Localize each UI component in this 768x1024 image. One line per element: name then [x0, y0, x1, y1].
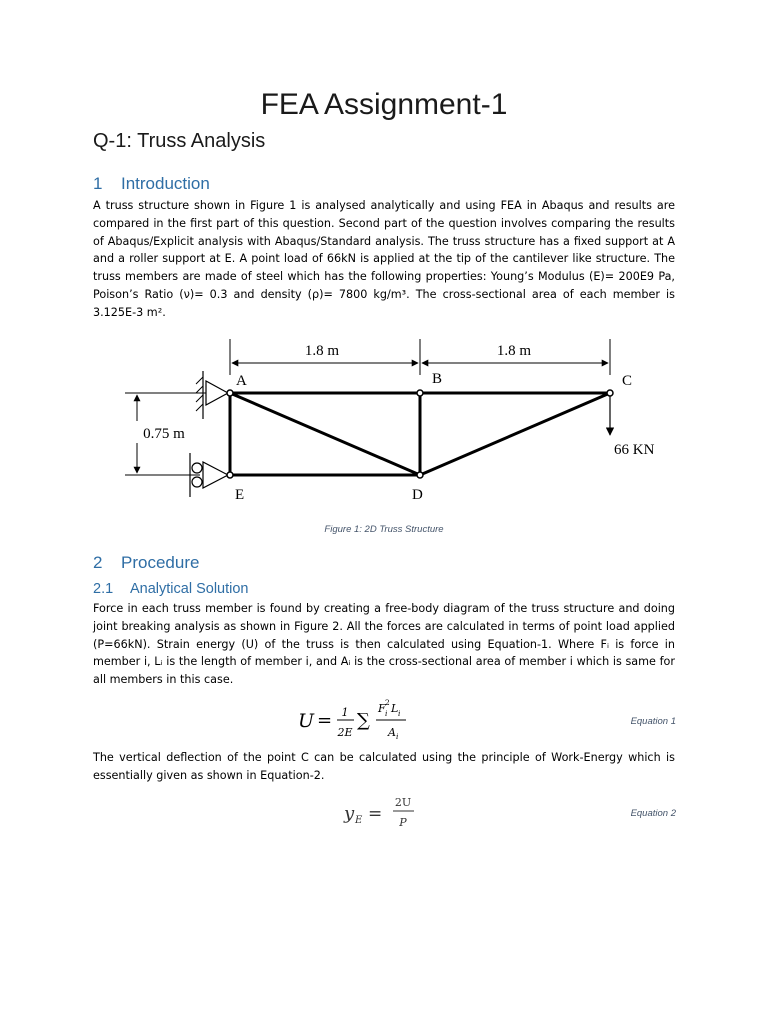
- equation-1-label: Equation 1: [630, 716, 676, 727]
- equation-1: [296, 694, 426, 744]
- analytical-paragraph-1: Force in each truss member is found by creating a free-body diagram of the truss structure and doing joint breaking analysis as shown in Figure 2. All the forces are calculated in terms of point load applied (P=66kN). Strain energy (U) of the truss is then calculated using Equation-1. Where Fᵢ is force in member i, Lᵢ is the length of member i, and Aᵢ is the cross-sectional area of member i which is same for all members in this case.: [93, 602, 675, 687]
- question-title: Q-1: Truss Analysis: [93, 130, 266, 152]
- heading-text: Analytical Solution: [130, 581, 249, 597]
- dimension-label-ab: 1.8 m: [304, 343, 340, 359]
- eq1-sum: ∑: [357, 710, 370, 731]
- node-label-e: E: [235, 487, 245, 503]
- eq1-coef-num: 1: [341, 706, 349, 719]
- eq1-num-f: F: [378, 702, 386, 715]
- truss-members: [230, 393, 610, 475]
- eq2-num: 2U: [394, 796, 412, 809]
- member-ad: [230, 393, 420, 475]
- eq2-lhs: y: [344, 803, 355, 824]
- document-title: FEA Assignment-1: [260, 88, 508, 121]
- figure-caption: Figure 1: 2D Truss Structure: [324, 524, 444, 535]
- eq2-den: P: [399, 816, 407, 829]
- dimension-label-bc: 1.8 m: [496, 343, 532, 359]
- heading-number: 2.1: [93, 581, 114, 597]
- joint-d: [417, 472, 423, 478]
- heading-analytical-solution: [93, 581, 249, 597]
- eq1-den-a: A: [388, 726, 396, 739]
- eq1-lhs: U: [298, 710, 315, 732]
- heading-number: 1: [93, 174, 103, 193]
- eq1-coef-den: 2E: [337, 726, 353, 739]
- truss-figure: [120, 335, 680, 510]
- eq1-num-sup: 2: [385, 698, 390, 707]
- eq1-num-l: L: [391, 702, 399, 715]
- joint-b: [417, 390, 423, 396]
- eq1-num-sub2: i: [398, 709, 401, 718]
- eq2-equals: =: [368, 804, 383, 824]
- load-label: 66 KN: [614, 442, 655, 458]
- eq2-lhs-sub: E: [355, 815, 363, 826]
- equation-2: [342, 792, 422, 834]
- equation-2-label: Equation 2: [630, 808, 676, 819]
- analytical-paragraph-2: The vertical deflection of the point C can be calculated using the principle of Work-Energy which is essentially given as shown in Equation-2.: [93, 751, 675, 782]
- joint-c: [607, 390, 613, 396]
- heading-introduction: [93, 174, 210, 194]
- heading-text: Procedure: [121, 553, 200, 572]
- node-label-d: D: [412, 487, 423, 503]
- node-label-c: C: [622, 373, 633, 389]
- joint-e: [227, 472, 233, 478]
- dimension-label-height: 0.75 m: [143, 426, 185, 442]
- eq1-num-sub: i: [385, 709, 388, 718]
- heading-text: Introduction: [121, 174, 210, 193]
- eq1-den-sub: i: [396, 732, 399, 741]
- introduction-paragraph: A truss structure shown in Figure 1 is analysed analytically and using FEA in Abaqus and results are compared in the first part of this question. Second part of the question involves comparing the results of Abaqus/Explicit analysis with Abaqus/Standard analysis. The truss structure has a fixed support at A and a roller support at E. A point load of 66kN is applied at the tip of the cantilever like structure. The truss members are made of steel which has the following properties: Young’s Modulus (E)= 200E9 Pa, Poison’s Ratio (ν)= 0.3 and density (ρ)= 7800 kg/m³. The cross-sectional area of each member is 3.125E-3 m².: [93, 199, 675, 319]
- node-label-b: B: [432, 371, 443, 387]
- heading-number: 2: [93, 553, 103, 572]
- eq1-equals: =: [317, 710, 333, 731]
- fixed-support-icon: [196, 371, 228, 419]
- node-label-a: A: [236, 373, 247, 389]
- member-dc: [420, 393, 610, 475]
- heading-procedure: [93, 553, 199, 573]
- joint-a: [227, 390, 233, 396]
